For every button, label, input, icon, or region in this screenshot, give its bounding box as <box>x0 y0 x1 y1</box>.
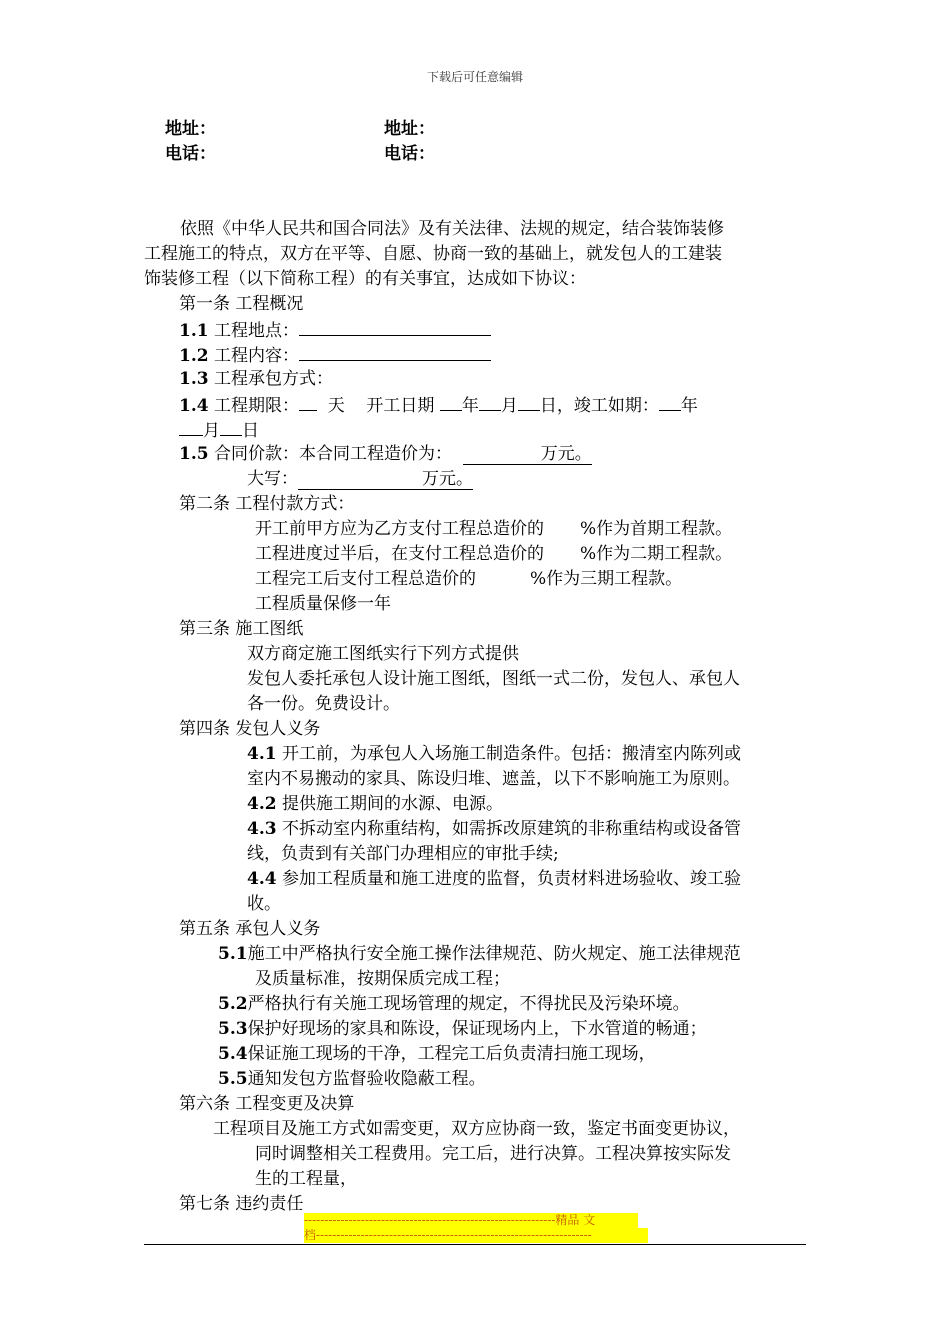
clause-number: 4.3 <box>247 819 277 839</box>
payment-line-3 <box>255 568 682 590</box>
clause-1-5-caps <box>247 468 473 490</box>
day-label: 日 <box>242 421 259 441</box>
clause-number: 5.2 <box>218 994 248 1014</box>
clause-number: 1.3 <box>179 369 209 389</box>
intro-line-3: 饰装修工程（以下简称工程）的有关事宜，达成如下协议： <box>144 269 586 289</box>
blank-underline <box>299 393 317 411</box>
clause-text: 不拆动室内称重结构，如需拆改原建筑的非称重结构或设备管 <box>281 819 741 839</box>
days-label: 天 <box>327 396 345 416</box>
clause-1-2 <box>179 343 491 367</box>
payment-percent: %作为三期工程款。 <box>530 569 683 589</box>
blank-underline <box>299 318 491 336</box>
clause-number: 1.4 <box>179 396 209 416</box>
warranty-line: 工程质量保修一年 <box>255 594 391 614</box>
clause-5-3 <box>218 1018 707 1040</box>
article-6-title: 第六条 工程变更及决算 <box>179 1094 355 1114</box>
clause-text: 保护好现场的家具和陈设，保证现场内上，下水管道的畅通； <box>247 1019 707 1039</box>
completion-label: 日，竣工如期： <box>539 396 659 416</box>
clause-1-4-cont <box>179 418 259 442</box>
payment-line-1 <box>255 518 732 540</box>
clause-number: 4.4 <box>247 869 277 889</box>
change-line-1: 工程项目及施工方式如需变更，双方应协商一致，鉴定书面变更协议， <box>213 1119 740 1139</box>
intro-line-2: 工程施工的特点，双方在平等、自愿、协商一致的基础上，就发包人的工建装 <box>144 244 722 264</box>
article-5-title: 第五条 承包人义务 <box>179 919 321 939</box>
caps-amount: 万元。 <box>298 469 473 490</box>
payment-line-2 <box>255 543 732 565</box>
blank-underline <box>299 343 491 361</box>
change-line-2: 同时调整相关工程费用。完工后，进行决算。工程决算按实际发 <box>255 1144 731 1164</box>
clause-number: 1.2 <box>179 346 209 366</box>
clause-text: 提供施工期间的水源、电源。 <box>281 794 503 814</box>
clause-number: 1.5 <box>179 444 209 464</box>
party-b-phone-label: 电话： <box>384 144 435 164</box>
clause-text: 通知发包方监督验收隐蔽工程。 <box>247 1069 486 1089</box>
month-label: 月 <box>500 396 518 416</box>
article-7-title: 第七条 违约责任 <box>179 1194 304 1214</box>
clause-5-5 <box>218 1068 486 1090</box>
payment-text: 开工前甲方应为乙方支付工程总造价的 <box>255 519 544 539</box>
clause-4-3-cont: 线，负责到有关部门办理相应的审批手续; <box>247 844 559 864</box>
clause-4-3 <box>247 818 741 840</box>
clause-1-1 <box>179 318 491 342</box>
clause-5-4 <box>218 1043 656 1065</box>
clause-1-3 <box>179 368 333 390</box>
party-a-phone-label: 电话： <box>165 144 216 164</box>
article-2-title: 第二条 工程付款方式： <box>179 494 355 514</box>
payment-percent: %作为二期工程款。 <box>580 544 733 564</box>
blank-underline <box>440 393 462 411</box>
clause-number: 4.2 <box>247 794 277 814</box>
footer-divider <box>144 1244 806 1245</box>
blank-underline <box>659 393 681 411</box>
article-3-title: 第三条 施工图纸 <box>179 619 304 639</box>
clause-number: 1.1 <box>179 321 209 341</box>
clause-label: 工程承包方式： <box>213 369 333 389</box>
clause-5-2 <box>218 993 690 1015</box>
footer-watermark-line-2: 档-------------------------------------------------------------------- <box>304 1228 648 1243</box>
intro-line-1: 依照《中华人民共和国合同法》及有关法律、法规的规定，结合装饰装修 <box>180 219 724 239</box>
start-date-label: 开工日期 <box>366 396 435 416</box>
clause-label: 工程内容： <box>213 346 299 366</box>
payment-percent: %作为首期工程款。 <box>580 519 733 539</box>
party-a-address-label: 地址： <box>165 119 216 139</box>
article-4-title: 第四条 发包人义务 <box>179 719 321 739</box>
clause-4-4-cont: 收。 <box>247 894 281 914</box>
change-line-3: 生的工程量， <box>255 1169 357 1189</box>
header-note: 下载后可任意编辑 <box>426 70 523 84</box>
clause-number: 5.5 <box>218 1069 248 1089</box>
drawing-line-3: 各一份。免费设计。 <box>247 694 400 714</box>
price-amount: 万元。 <box>463 444 592 465</box>
caps-label: 大写： <box>247 469 298 489</box>
clause-label: 工程地点： <box>213 321 299 341</box>
payment-text: 工程进度过半后，在支付工程总造价的 <box>255 544 544 564</box>
party-b-address-label: 地址： <box>384 119 435 139</box>
clause-1-5 <box>179 443 592 465</box>
blank-underline <box>518 393 540 411</box>
clause-number: 5.1 <box>218 944 248 964</box>
clause-number: 4.1 <box>247 744 277 764</box>
clause-text: 严格执行有关施工现场管理的规定，不得扰民及污染环境。 <box>247 994 690 1014</box>
blank-underline <box>220 418 242 436</box>
year-label: 年 <box>680 396 698 416</box>
clause-4-2 <box>247 793 503 815</box>
payment-text: 工程完工后支付工程总造价的 <box>255 569 476 589</box>
clause-label: 工程期限： <box>213 396 299 416</box>
clause-text: 施工中严格执行安全施工操作法律规范、防火规定、施工法律规范 <box>247 944 741 964</box>
clause-5-1-cont: 及质量标准，按期保质完成工程； <box>255 969 510 989</box>
clause-text: 开工前，为承包人入场施工制造条件。包括：搬清室内陈列或 <box>281 744 741 764</box>
blank-underline <box>479 393 501 411</box>
clause-text: 参加工程质量和施工进度的监督，负责材料进场验收、竣工验 <box>281 869 741 889</box>
clause-label: 合同价款：本合同工程造价为： <box>213 444 452 464</box>
clause-5-1 <box>218 943 741 965</box>
month-label: 月 <box>203 421 220 441</box>
blank-underline <box>179 418 203 436</box>
year-label: 年 <box>461 396 479 416</box>
clause-1-4 <box>179 393 698 417</box>
article-1-title: 第一条 工程概况 <box>179 294 304 314</box>
clause-number: 5.4 <box>218 1044 248 1064</box>
drawing-line-2: 发包人委托承包人设计施工图纸，图纸一式二份，发包人、承包人 <box>247 669 740 689</box>
clause-text: 保证施工现场的干净，工程完工后负责清扫施工现场， <box>247 1044 656 1064</box>
clause-4-1 <box>247 743 741 765</box>
clause-number: 5.3 <box>218 1019 248 1039</box>
drawing-line-1: 双方商定施工图纸实行下列方式提供 <box>247 644 519 664</box>
clause-4-4 <box>247 868 741 890</box>
clause-4-1-cont: 室内不易搬动的家具、陈设归堆、遮盖，以下不影响施工为原则。 <box>247 769 740 789</box>
footer-watermark-line-1: --------------------------------------------------------------精品 文 <box>304 1213 638 1228</box>
